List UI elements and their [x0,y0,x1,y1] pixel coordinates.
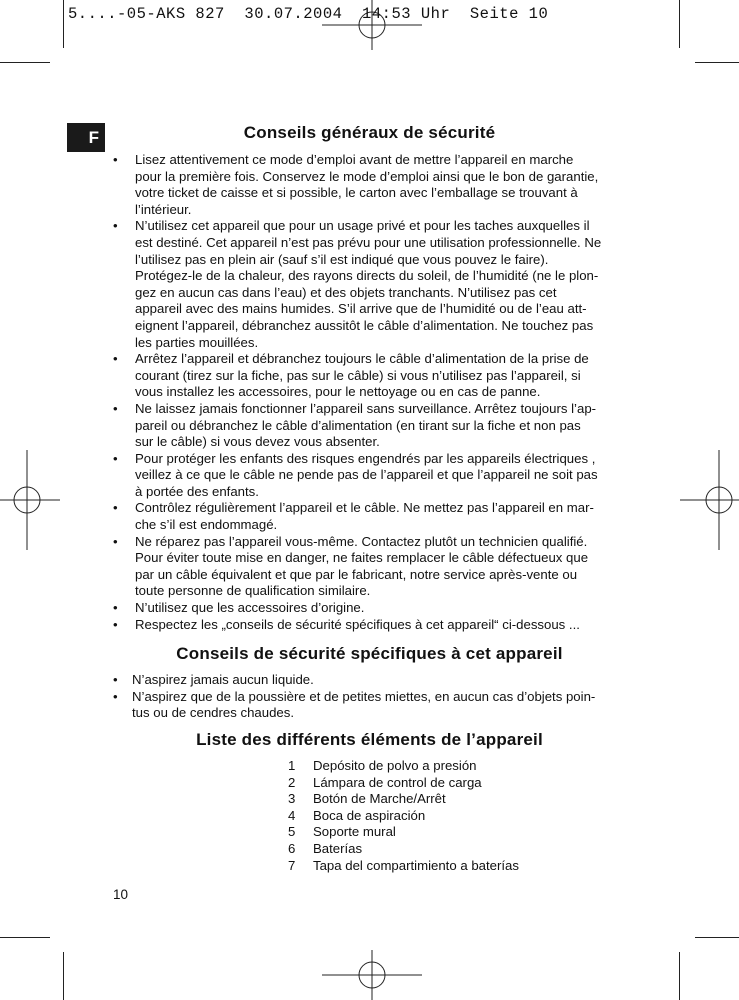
bullet-line: Respectez les „conseils de sécurité spécifiques à cet appareil“ ci-dessous ... [135,616,580,632]
parts-list [288,758,519,874]
bullet-item [113,401,638,451]
bullet-line: appareil avec des mains humides. S’il arrive que de l’humidité ou de l’eau att- [135,301,587,317]
part-label: Tapa del compartimiento a baterías [313,857,519,873]
bullet-line: Contrôlez régulièrement l’appareil et le câble. Ne mettez pas l’appareil en mar- [135,500,594,516]
specific-safety-list [113,672,638,722]
bullet-line: à portée des enfants. [135,483,259,499]
part-label: Depósito de polvo a presión [313,758,477,773]
crop-mark [63,952,64,1000]
bullet-line: vous installez les accessoires, pour le nettoyage ou en cas de panne. [135,384,541,400]
part-number: 5 [288,824,296,840]
bullet-item [113,218,638,351]
part-item [288,841,519,858]
section-title-general-safety: Conseils généraux de sécurité [243,123,496,142]
bullet-icon: • [113,616,118,632]
bullet-line: l’intérieur. [135,201,192,217]
part-label: Soporte mural [313,824,396,840]
language-tab: F [67,123,105,152]
crop-mark [679,952,680,1000]
bullet-line: che s’il est endommagé. [135,517,278,533]
section-title-parts-list: Liste des différents éléments de l’appareil [196,730,543,749]
bullet-line: par un câble équivalent et que par le fabricant, notre service après-vente ou [135,566,578,582]
bullet-line: veillez à ce que le câble ne pende pas de l’appareil et que l’appareil ne soit pas [135,467,598,483]
bullet-icon: • [113,152,118,167]
bullet-icon: • [113,450,118,466]
bullet-line: sur le câble) si vous devez vous absenter. [135,434,380,450]
part-number: 7 [288,857,296,873]
bullet-item [113,152,638,218]
bullet-icon: • [113,672,118,687]
bullet-line: Pour éviter toute mise en danger, ne faites remplacer le câble défectueux que [135,550,589,566]
bullet-line: les parties mouillées. [135,334,259,350]
bullet-icon: • [113,500,118,516]
part-item [288,775,519,792]
part-number: 4 [288,807,296,823]
crop-mark [63,0,64,48]
bullet-icon: • [113,533,118,549]
bullet-line: toute personne de qualification similaire. [135,583,371,599]
part-number: 3 [288,791,296,807]
registration-mark-left [0,450,60,550]
crop-mark [0,62,50,63]
bullet-item [113,534,638,600]
bullet-item [113,600,638,617]
bullet-line: est destiné. Cet appareil n’est pas prévu pour une utilisation professionnelle. Ne [135,234,602,250]
part-item [288,824,519,841]
bullet-item [113,672,638,689]
bullet-line: pareil ou débranchez le câble d’alimentation (en tirant sur la fiche et non pas [135,417,581,433]
bullet-line: N’utilisez que les accessoires d’origine. [135,600,365,616]
bullet-line: courant (tirez sur la fiche, pas sur le câble) si vous n’utilisez pas l’appareil, si [135,367,581,383]
part-number: 6 [288,840,296,856]
bullet-line: N’utilisez cet appareil que pour un usage privé et pour les taches auxquelles il [135,218,590,234]
bullet-icon: • [113,688,118,704]
bullet-line: gez en aucun cas dans l’eau) et des objets tranchants. N’utilisez pas cet [135,284,557,300]
crop-mark [695,937,739,938]
bullet-line: Ne laissez jamais fonctionner l’appareil sans surveillance. Arrêtez toujours l’ap- [135,400,597,416]
part-item [288,791,519,808]
crop-mark [679,0,680,48]
part-number: 1 [288,758,296,773]
bullet-icon: • [113,400,118,416]
bullet-line: N’aspirez que de la poussière et de petites miettes, en aucun cas d’objets poin- [132,688,596,704]
registration-mark-bottom [322,950,422,1000]
bullet-icon: • [113,351,118,367]
general-safety-list [113,152,638,633]
page-number: 10 [113,887,129,902]
part-number: 2 [288,774,296,790]
bullet-item [113,617,638,634]
part-item [288,858,519,875]
bullet-item [113,351,638,401]
bullet-line: Lisez attentivement ce mode d’emploi avant de mettre l’appareil en marche [135,152,574,167]
part-label: Boca de aspiración [313,807,426,823]
bullet-line: Protégez-le de la chaleur, des rayons directs du soleil, de l’humidité (ne le plon- [135,268,599,284]
bullet-line: eignent l’appareil, débranchez aussitôt le câble d’alimentation. Ne touchez pas [135,317,594,333]
part-item [288,808,519,825]
bullet-item [113,500,638,533]
bullet-item [113,689,638,722]
bullet-line: l’utilisez pas en plein air (sauf s’il est indiqué que vous pouvez le faire). [135,251,549,267]
crop-mark [0,937,50,938]
section-title-specific-safety: Conseils de sécurité spécifiques à cet appareil [176,644,563,663]
bullet-icon: • [113,218,118,234]
registration-mark-right [680,450,739,550]
part-label: Baterías [313,840,363,856]
part-label: Botón de Marche/Arrêt [313,791,446,807]
bullet-line: Pour protéger les enfants des risques engendrés par les appareils électriques , [135,450,596,466]
bullet-item [113,451,638,501]
bullet-line: Arrêtez l’appareil et débranchez toujours le câble d’alimentation de la prise de [135,351,589,367]
part-item [288,758,519,775]
bullet-line: N’aspirez jamais aucun liquide. [132,672,314,687]
bullet-line: Ne réparez pas l’appareil vous-même. Contactez plutôt un technicien qualifié. [135,533,588,549]
part-label: Lámpara de control de carga [313,774,482,790]
bullet-line: tus ou de cendres chaudes. [132,705,295,721]
crop-mark [695,62,739,63]
bullet-line: votre ticket de caisse et si possible, le carton avec l’emballage se trouvant à [135,185,578,201]
print-header: 5....-05-AKS 827 30.07.2004 14:53 Uhr Seite 10 [68,5,549,23]
bullet-line: pour la première fois. Conservez le mode d’emploi ainsi que le bon de garantie, [135,168,599,184]
bullet-icon: • [113,600,118,616]
